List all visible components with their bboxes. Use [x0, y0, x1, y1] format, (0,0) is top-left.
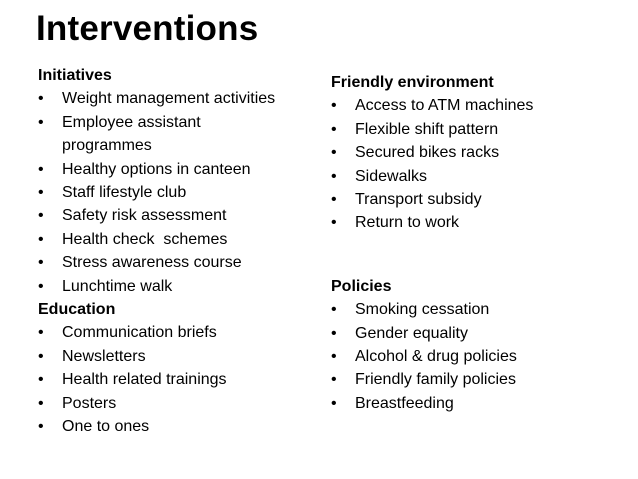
section-heading-initiatives: Initiatives: [38, 67, 112, 84]
bullet-icon: •: [38, 347, 44, 365]
list-item-text: Healthy options in canteen: [62, 160, 251, 178]
left-column: [38, 64, 310, 439]
policies-list: [331, 298, 621, 415]
list-item-text: Lunchtime walk: [62, 277, 173, 295]
list-item-text: Transport subsidy: [355, 191, 482, 209]
list-item-text: Return to work: [355, 214, 460, 232]
list-item: [38, 204, 310, 227]
list-item: [331, 345, 621, 368]
list-item-text: Friendly family policies: [355, 371, 516, 389]
list-item-text: Newsletters: [62, 347, 146, 365]
bullet-icon: •: [331, 191, 337, 209]
bullet-icon: •: [38, 324, 44, 342]
list-item-text: Health check schemes: [62, 230, 228, 248]
list-item: [38, 321, 310, 344]
list-item: [38, 111, 310, 158]
section-heading-friendly-environment: Friendly environment: [331, 74, 494, 91]
list-item: [38, 368, 310, 391]
bullet-icon: •: [331, 214, 337, 232]
bullet-icon: •: [38, 254, 44, 272]
bullet-icon: •: [331, 144, 337, 162]
list-item: [38, 87, 310, 110]
list-item-text: Posters: [62, 394, 117, 412]
right-column: [331, 71, 621, 415]
bullet-icon: •: [38, 160, 44, 178]
list-item: [331, 211, 621, 234]
list-item: [38, 251, 310, 274]
list-item: [331, 188, 621, 211]
bullet-icon: •: [331, 97, 337, 115]
bullet-icon: •: [38, 207, 44, 225]
bullet-icon: •: [38, 90, 44, 108]
list-item: [331, 118, 621, 141]
list-item: [331, 392, 621, 415]
list-item-text: Health related trainings: [62, 371, 227, 389]
bullet-icon: •: [38, 418, 44, 436]
bullet-icon: •: [38, 113, 44, 131]
list-item: [331, 368, 621, 391]
section-spacer: [331, 235, 621, 275]
list-item: [331, 322, 621, 345]
education-list: [38, 321, 310, 438]
bullet-icon: •: [38, 371, 44, 389]
slide-title: Interventions: [36, 9, 259, 48]
list-item: [38, 275, 310, 298]
list-item: [38, 392, 310, 415]
bullet-icon: •: [331, 348, 337, 366]
list-item-text: Communication briefs: [62, 324, 217, 342]
bullet-icon: •: [331, 167, 337, 185]
list-item: [38, 181, 310, 204]
bullet-icon: •: [38, 277, 44, 295]
bullet-icon: •: [38, 184, 44, 202]
bullet-icon: •: [38, 230, 44, 248]
bullet-icon: •: [331, 324, 337, 342]
list-item-text: Flexible shift pattern: [355, 120, 499, 138]
bullet-icon: •: [331, 394, 337, 412]
list-item: [38, 345, 310, 368]
list-item-text: Breastfeeding: [355, 394, 454, 412]
list-item-text: Smoking cessation: [355, 301, 490, 319]
bullet-icon: •: [38, 394, 44, 412]
bullet-icon: •: [331, 371, 337, 389]
list-item: [38, 158, 310, 181]
list-item: [331, 141, 621, 164]
list-item-text: Staff lifestyle club: [62, 184, 187, 202]
section-heading-policies: Policies: [331, 277, 392, 295]
list-item-text: Gender equality: [355, 324, 468, 342]
section-heading-education: Education: [38, 301, 116, 319]
list-item: [331, 94, 621, 117]
list-item: [38, 228, 310, 251]
list-item-text: Secured bikes racks: [355, 144, 500, 162]
list-item-text: Alcohol & drug policies: [355, 348, 517, 366]
list-item-text: Weight management activities: [62, 90, 276, 108]
list-item-text: Safety risk assessment: [62, 207, 227, 225]
list-item: [331, 298, 621, 321]
bullet-icon: •: [331, 120, 337, 138]
list-item-text: Sidewalks: [355, 167, 428, 185]
list-item: [331, 165, 621, 188]
initiatives-list: [38, 87, 310, 298]
bullet-icon: •: [331, 301, 337, 319]
friendly-environment-list: [331, 94, 621, 234]
list-item: [38, 415, 310, 438]
list-item-text: One to ones: [62, 418, 150, 436]
list-item-text: Employee assistant programmes: [62, 113, 201, 155]
list-item-text: Stress awareness course: [62, 254, 242, 272]
list-item-text: Access to ATM machines: [355, 97, 534, 115]
